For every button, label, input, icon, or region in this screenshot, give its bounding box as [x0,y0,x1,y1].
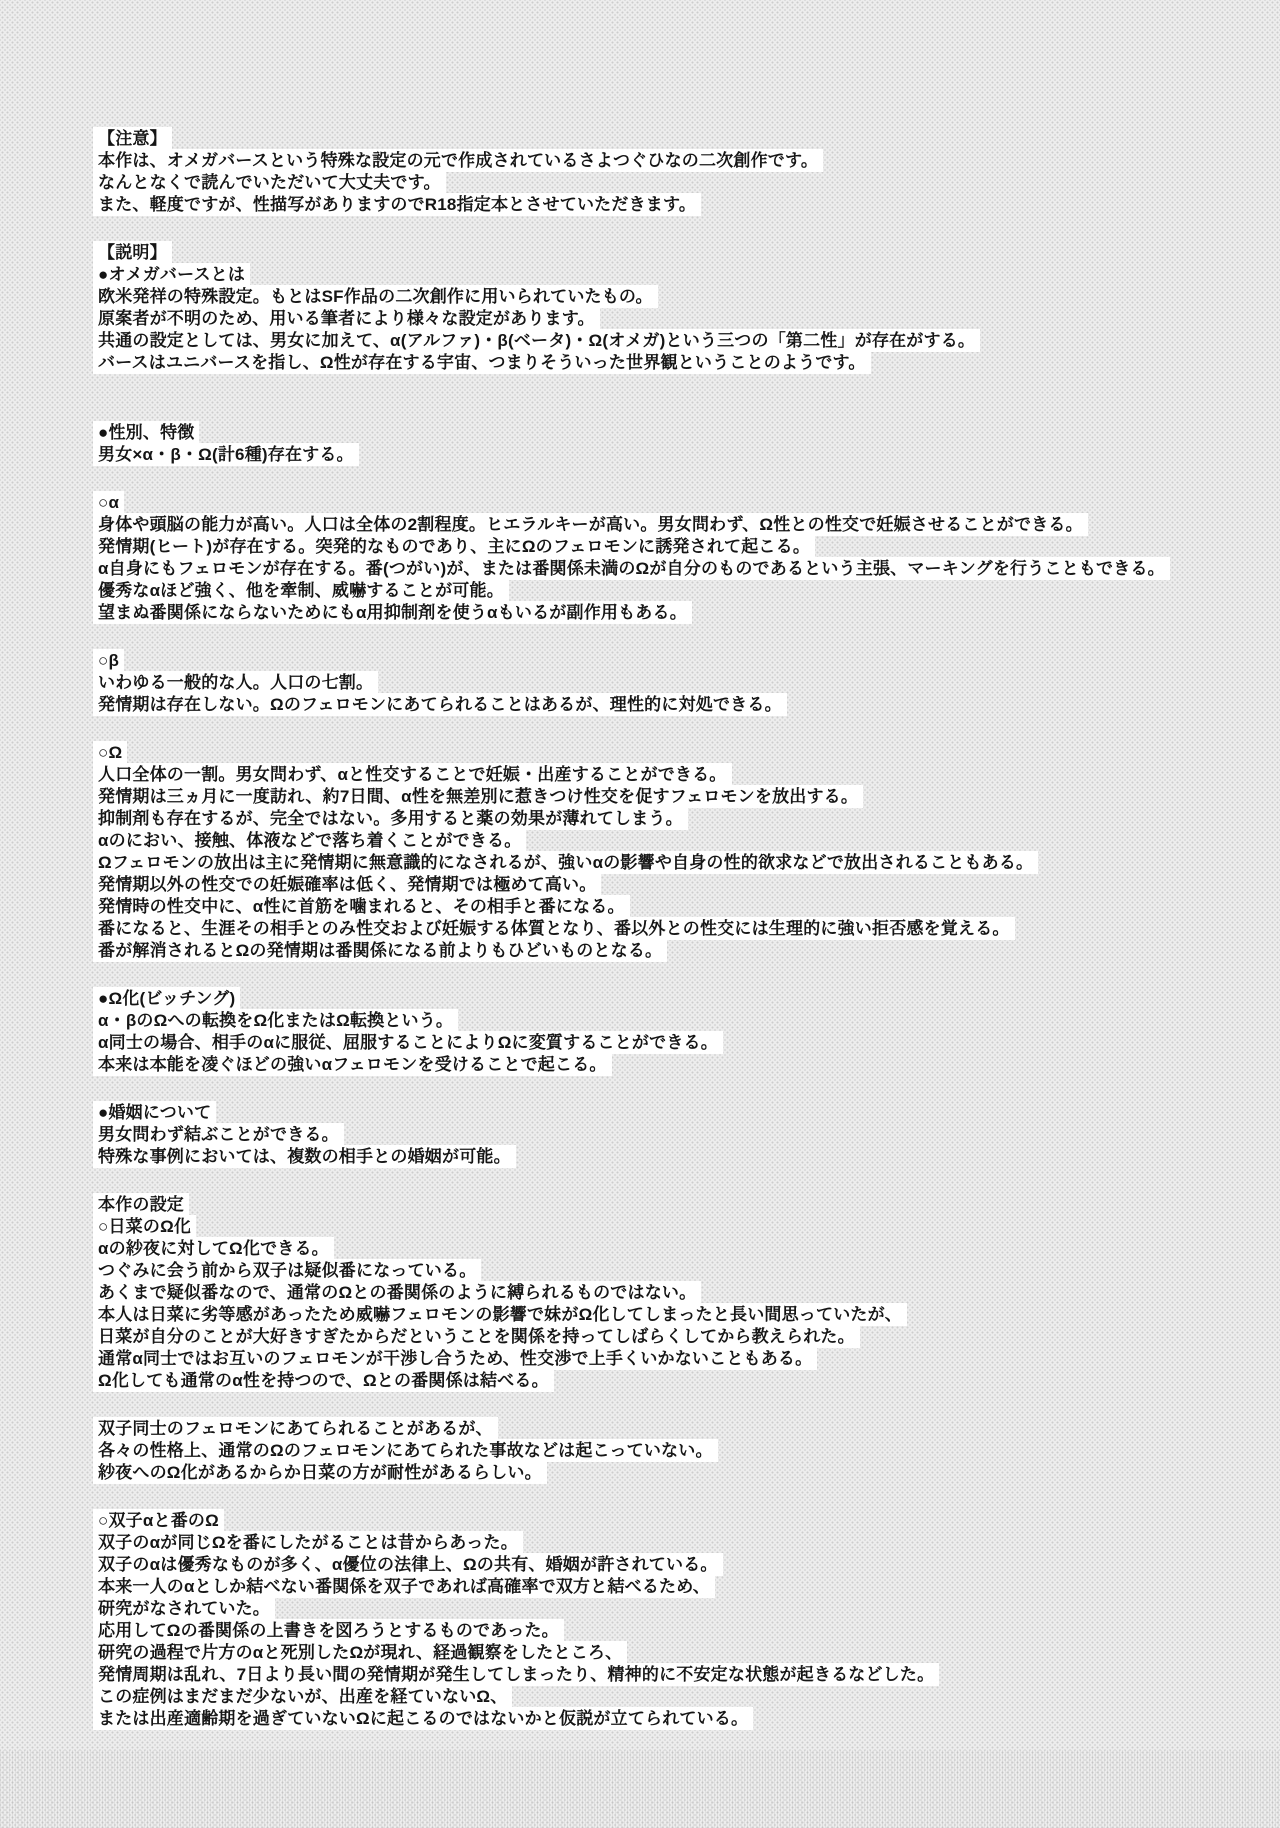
text-line-content: 【注意】 [95,129,170,148]
text-line [95,1282,1260,1304]
text-line [95,694,1260,716]
text-line-content: ●性別、特徴 [95,423,197,442]
text-line [95,514,1260,536]
text-line [95,1554,1260,1576]
text-line [95,1326,1260,1348]
text-line [95,602,1260,624]
text-line [95,1238,1260,1260]
section-sex-features [95,422,1260,466]
text-line [95,1462,1260,1484]
text-line [95,1532,1260,1554]
section-beta [95,650,1260,716]
text-line [95,1620,1260,1642]
text-line-content: いわゆる一般的な人。人口の七割。 [95,673,376,692]
text-line [95,896,1260,918]
section-omega-conversion [95,988,1260,1076]
text-line-content: 研究がなされていた。 [95,1599,273,1618]
text-line-content: ●Ω化(ビッチング) [95,989,238,1008]
text-line-content: Ω化しても通常のα性を持つので、Ωとの番関係は結べる。 [95,1371,552,1390]
text-line-content: 本来一人のαとしか結べない番関係を双子であれば高確率で双方と結べるため、 [95,1577,713,1596]
text-line-content: α同士の場合、相手のαに服従、屈服することによりΩに変質することができる。 [95,1033,721,1052]
text-line-content: 本作の設定 [95,1195,187,1214]
text-line [95,742,1260,764]
text-line [95,580,1260,602]
section-explanation [95,242,1260,396]
section-notice [95,128,1260,216]
text-line [95,786,1260,808]
text-line [95,1260,1260,1282]
text-line-content: 共通の設定としては、男女に加えて、α(アルファ)・β(ベータ)・Ω(オメガ)という三つの「第二性」が存在がする。 [95,331,978,350]
text-line-content: 欧米発祥の特殊設定。もとはSF作品の二次創作に用いられていたもの。 [95,287,656,306]
text-line-content: 男女問わず結ぶことができる。 [95,1125,342,1144]
text-line [95,286,1260,308]
text-line [95,128,1260,150]
text-line-content: 発情時の性交中に、α性に首筋を噛まれると、その相手と番になる。 [95,897,628,916]
text-line [95,940,1260,962]
text-line-content: 双子同士のフェロモンにあてられることがあるが、 [95,1419,496,1438]
text-line [95,492,1260,514]
text-line-content: 本作は、オメガバースという特殊な設定の元で作成されているさよつぐひなの二次創作です。 [95,151,821,170]
document-body [95,128,1260,1756]
section-twins-pheromone [95,1418,1260,1484]
text-line-content: 発情期は三ヵ月に一度訪れ、約7日間、α性を無差別に惹きつけ性交を促すフェロモンを放出する。 [95,787,861,806]
text-line [95,1708,1260,1730]
text-line-content: 【説明】 [95,243,170,262]
text-line-content: 本人は日菜に劣等感があったため威嚇フェロモンの影響で妹がΩ化してしまったと長い間思っていたが、 [95,1305,905,1324]
text-line-content: 番になると、生涯その相手とのみ性交および妊娠する体質となり、番以外との性交には生理的に強い拒否感を覚える。 [95,919,1013,938]
text-line-content: 発情期以外の性交での妊娠確率は低く、発情期では極めて高い。 [95,875,599,894]
text-line-content: 人口全体の一割。男女問わず、αと性交することで妊娠・出産することができる。 [95,765,730,784]
text-line-content: あくまで疑似番なので、通常のΩとの番関係のように縛られるものではない。 [95,1283,699,1302]
text-line [95,1102,1260,1124]
text-line [95,1124,1260,1146]
text-line [95,330,1260,352]
text-line-content: 通常α同士ではお互いのフェロモンが干渉し合うため、性交渉で上手くいかないこともある。 [95,1349,815,1368]
section-this-work-settings [95,1194,1260,1392]
section-twin-alpha-omega [95,1510,1260,1730]
text-line-content: ○日菜のΩ化 [95,1217,194,1236]
text-line [95,264,1260,286]
text-line [95,1010,1260,1032]
text-line-content: 発情周期は乱れ、7日より長い間の発情期が発生してしまったり、精神的に不安定な状態が起きるなどした。 [95,1665,937,1684]
text-line [95,558,1260,580]
text-line [95,988,1260,1010]
text-line [95,764,1260,786]
text-line-content: 双子のαは優秀なものが多く、α優位の法律上、Ωの共有、婚姻が許されている。 [95,1555,721,1574]
text-line-content: 発情期は存在しない。Ωのフェロモンにあてられることはあるが、理性的に対処できる。 [95,695,785,714]
text-line-content: ●婚姻について [95,1103,214,1122]
text-line [95,194,1260,216]
text-line-content: また、軽度ですが、性描写がありますのでR18指定本とさせていただきます。 [95,195,699,214]
text-line [95,1304,1260,1326]
text-line-content: 原案者が不明のため、用いる筆者により様々な設定があります。 [95,309,598,328]
text-line-content: 本来は本能を凌ぐほどの強いαフェロモンを受けることで起こる。 [95,1055,610,1074]
text-line-content: 抑制剤も存在するが、完全ではない。多用すると薬の効果が薄れてしまう。 [95,809,686,828]
text-line [95,308,1260,330]
text-line-content: Ωフェロモンの放出は主に発情期に無意識的になされるが、強いαの影響や自身の性的欲求などで放出されることもある。 [95,853,1036,872]
text-line [95,1370,1260,1392]
text-line [95,650,1260,672]
text-line [95,1146,1260,1168]
text-line [95,444,1260,466]
text-line [95,536,1260,558]
section-marriage [95,1102,1260,1168]
text-line-content: 優秀なαほど強く、他を牽制、威嚇することが可能。 [95,581,507,600]
text-line-content: なんとなくで読んでいただいて大丈夫です。 [95,173,444,192]
text-line-content: この症例はまだまだ少ないが、出産を経ていないΩ、 [95,1687,510,1706]
text-line-content: 特殊な事例においては、複数の相手との婚姻が可能。 [95,1147,514,1166]
text-line-content: 研究の過程で片方のαと死別したΩが現れ、経過観察をしたところ、 [95,1643,625,1662]
blank-line [95,374,1260,396]
text-line-content: 応用してΩの番関係の上書きを図ろうとするものであった。 [95,1621,562,1640]
text-line [95,1576,1260,1598]
text-line [95,242,1260,264]
text-line [95,672,1260,694]
text-line-content: ●オメガバースとは [95,265,248,284]
text-line-content: 各々の性格上、通常のΩのフェロモンにあてられた事故などは起こっていない。 [95,1441,716,1460]
section-omega [95,742,1260,962]
text-line [95,1348,1260,1370]
text-line [95,1440,1260,1462]
text-line [95,352,1260,374]
text-line-content: ○双子αと番のΩ [95,1511,222,1530]
text-line [95,1664,1260,1686]
text-line [95,918,1260,940]
text-line [95,1054,1260,1076]
text-line-content: α・βのΩへの転換をΩ化またはΩ転換という。 [95,1011,456,1030]
text-line-content: または出産適齢期を過ぎていないΩに起こるのではないかと仮説が立てられている。 [95,1709,751,1728]
text-line [95,808,1260,830]
text-line [95,422,1260,444]
text-line [95,830,1260,852]
text-line-content: 男女×α・β・Ω(計6種)存在する。 [95,445,357,464]
text-line-content: 日菜が自分のことが大好きすぎたからだということを関係を持ってしばらくしてから教えられた。 [95,1327,858,1346]
text-line [95,1194,1260,1216]
text-line-content: 望まぬ番関係にならないためにもα用抑制剤を使うαもいるが副作用もある。 [95,603,690,622]
text-line [95,874,1260,896]
text-line-content: バースはユニバースを指し、Ω性が存在する宇宙、つまりそういった世界観ということのようです。 [95,353,869,372]
text-line-content: αのにおい、接触、体液などで落ち着くことができる。 [95,831,524,850]
text-line [95,1032,1260,1054]
text-line [95,1216,1260,1238]
text-line-content: 発情期(ヒート)が存在する。突発的なものであり、主にΩのフェロモンに誘発されて起こる。 [95,537,813,556]
text-line [95,1418,1260,1440]
text-line-content: 番が解消されるとΩの発情期は番関係になる前よりもひどいものとなる。 [95,941,665,960]
text-line [95,1598,1260,1620]
text-line [95,150,1260,172]
text-line-content: つぐみに会う前から双子は疑似番になっている。 [95,1261,479,1280]
text-line-content: α自身にもフェロモンが存在する。番(つがい)が、または番関係未満のΩが自分のものであるという主張、マーキングを行うこともできる。 [95,559,1168,578]
text-line [95,852,1260,874]
text-line [95,1510,1260,1532]
text-line-content: ○Ω [95,743,125,762]
text-line-content: 紗夜へのΩ化があるからか日菜の方が耐性があるらしい。 [95,1463,545,1482]
text-line-content: αの紗夜に対してΩ化できる。 [95,1239,332,1258]
text-line [95,172,1260,194]
section-alpha [95,492,1260,624]
text-line-content: 身体や頭脳の能力が高い。人口は全体の2割程度。ヒエラルキーが高い。男女問わず、Ω性との性交で妊娠させることができる。 [95,515,1086,534]
text-line [95,1642,1260,1664]
text-line-content: ○β [95,651,122,670]
text-line [95,1686,1260,1708]
text-line-content: 双子のαが同じΩを番にしたがることは昔からあった。 [95,1533,521,1552]
text-line-content: ○α [95,493,122,512]
